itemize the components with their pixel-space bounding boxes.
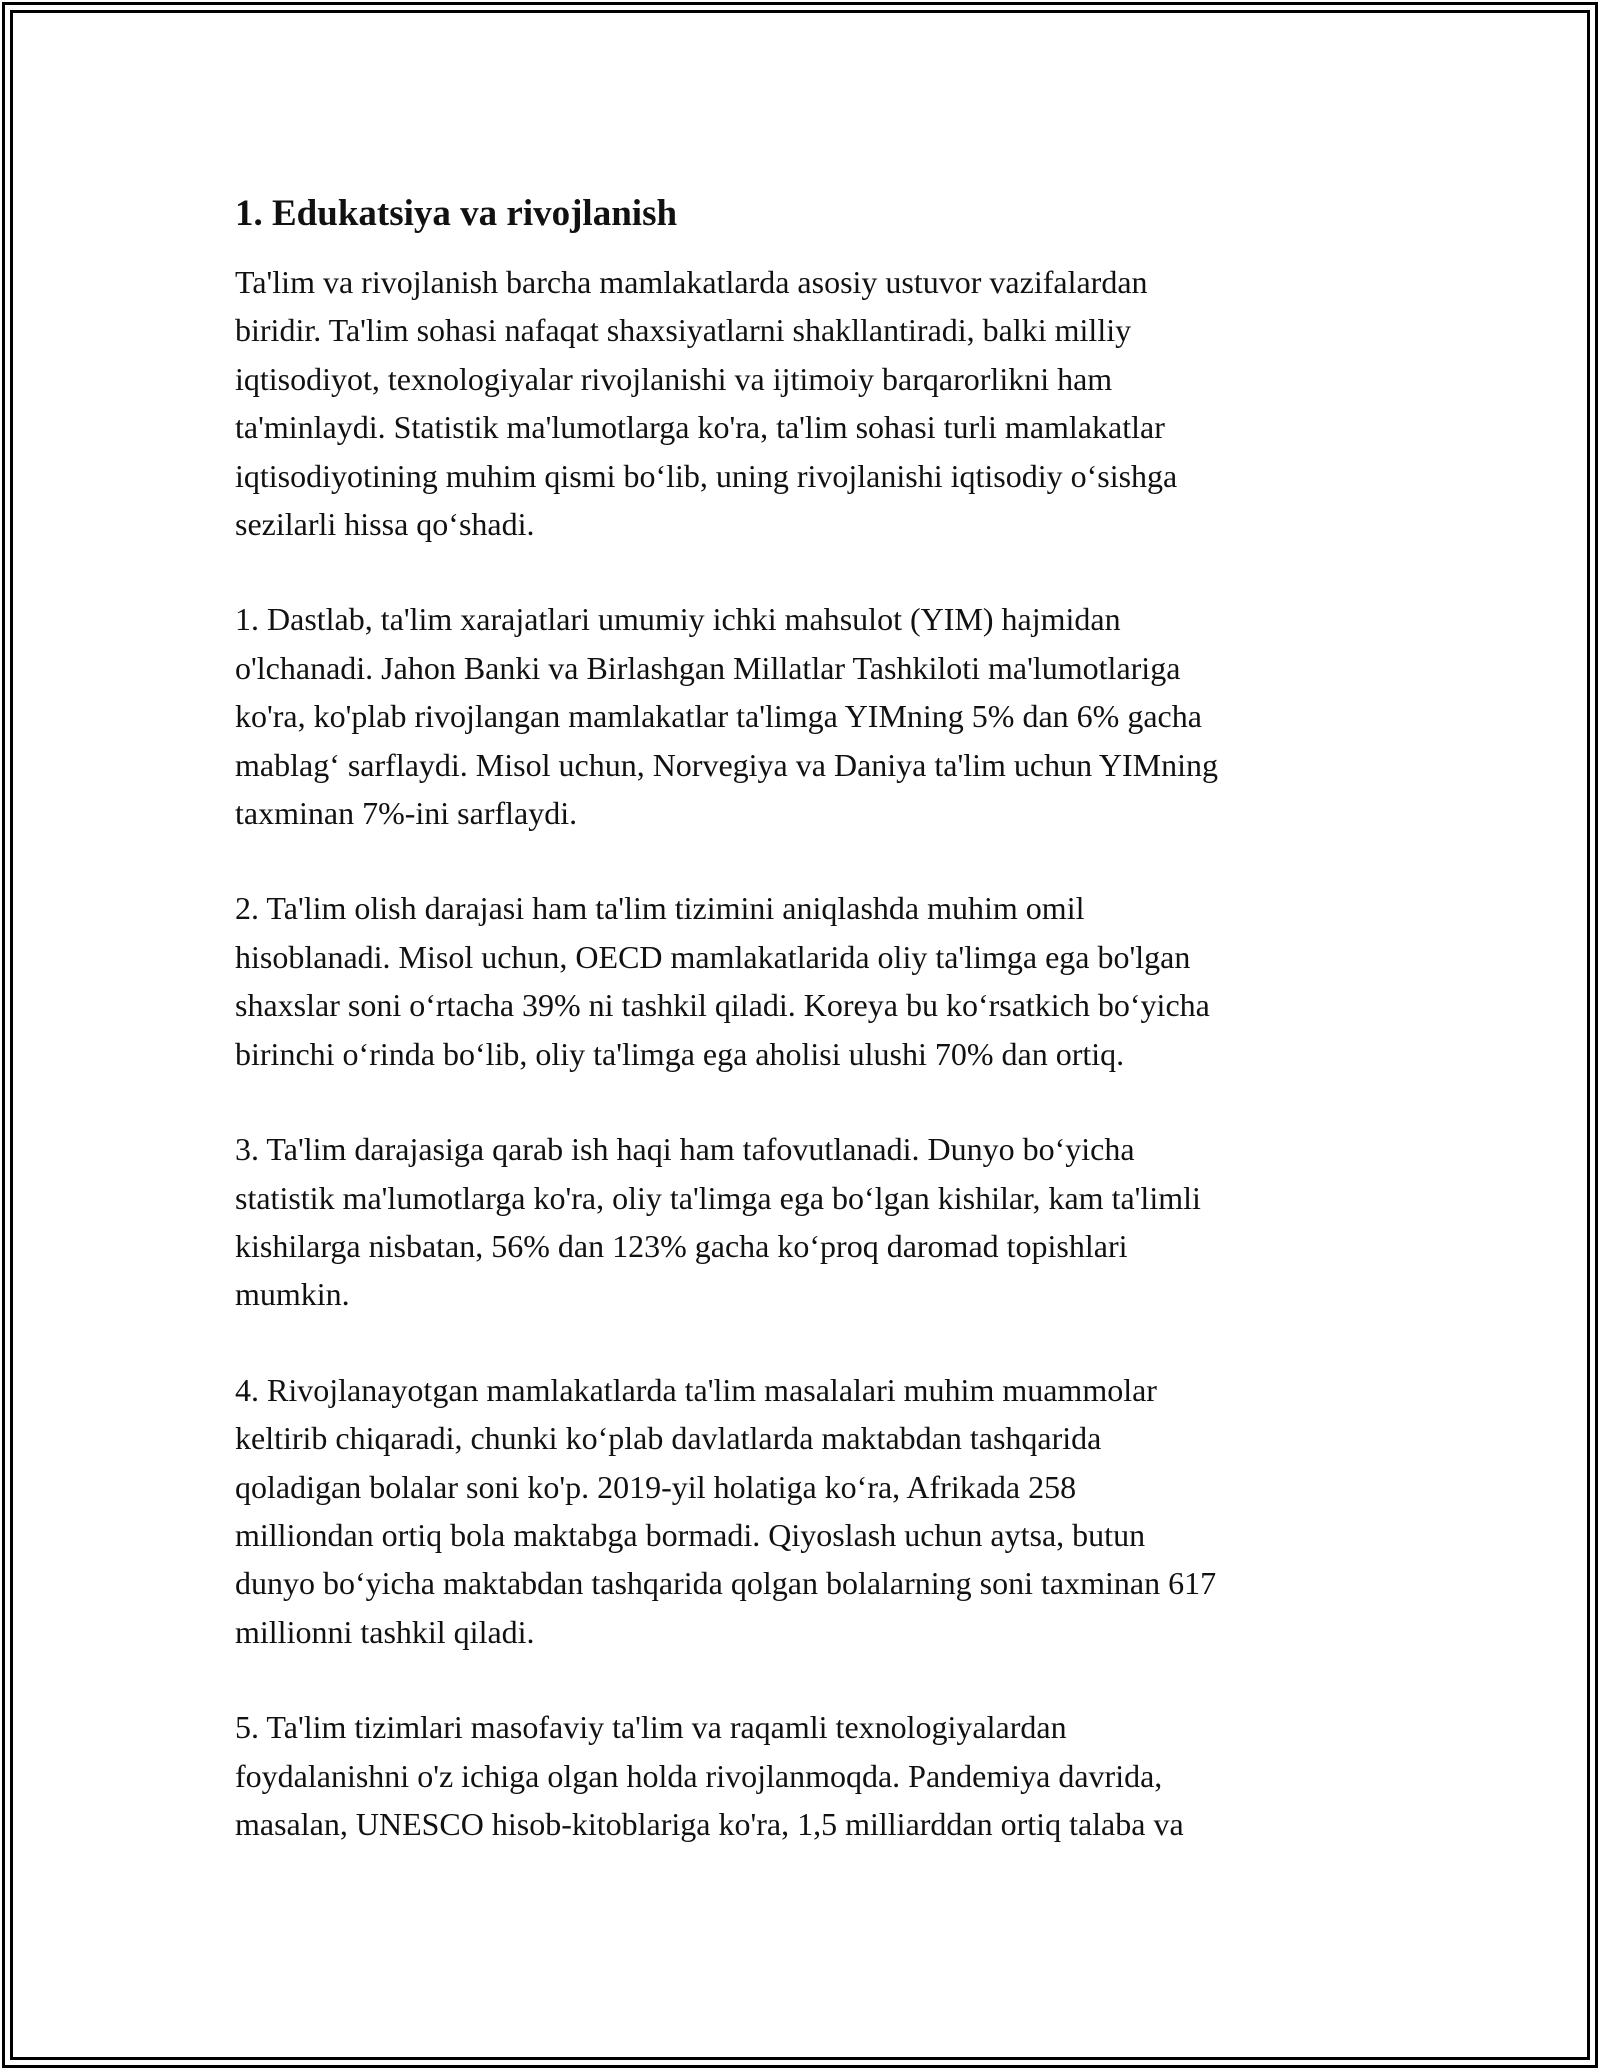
section-title: 1. Edukatsiya va rivojlanish	[235, 193, 678, 234]
list-item-5: 5. Ta'lim tizimlari masofaviy ta'lim va raqamli texnologiyalardan foydalanishni o'z ichiga olgan holda rivojlanmoqda. Pandemiya davrida, masalan, UNESCO hisob-kitoblariga ko'ra, 1,5 milliarddan ortiq talaba va	[235, 1709, 1184, 1842]
document-body	[235, 184, 1370, 1848]
list-item-2: 2. Ta'lim olish darajasi ham ta'lim tizimini aniqlashda muhim omil hisoblanadi. Misol uchun, OECD mamlakatlarida oliy ta'limga ega bo'lgan shaxslar soni oʻrtacha 39% ni tashkil qiladi. Koreya bu koʻrsatkich boʻyicha birinchi oʻrinda boʻlib, oliy ta'limga ega aholisi ulushi 70% dan ortiq.	[235, 890, 1210, 1072]
list-item-3: 3. Ta'lim darajasiga qarab ish haqi ham tafovutlanadi. Dunyo boʻyicha statistik ma'lumotlarga ko'ra, oliy ta'limga ega boʻlgan kishilar, kam ta'limli kishilarga nisbatan, 56% dan 123% gacha koʻproq daromad topishlari mumkin.	[235, 1131, 1201, 1313]
intro-paragraph: Ta'lim va rivojlanish barcha mamlakatlarda asosiy ustuvor vazifalardan biridir. Ta'lim sohasi nafaqat shaxsiyatlarni shakllantiradi, balki milliy iqtisodiyot, texnologiyalar rivojlanishi va ijtimoiy barqarorlikni ham ta'minlaydi. Statistik ma'lumotlarga ko'ra, ta'lim sohasi turli mamlakatlar iqtisodiyotining muhim qismi boʻlib, uning rivojlanishi iqtisodiy oʻsishga sezilarli hissa qoʻshadi.	[235, 264, 1178, 543]
list-item-4: 4. Rivojlanayotgan mamlakatlarda ta'lim masalalari muhim muammolar keltirib chiqaradi, chunki koʻplab davlatlarda maktabdan tashqarida qoladigan bolalar soni ko'p. 2019-yil holatiga koʻra, Afrikada 258 milliondan ortiq bola maktabga bormadi. Qiyoslash uchun aytsa, butun dunyo boʻyicha maktabdan tashqarida qolgan bolalarning soni taxminan 617 millionni tashkil qiladi.	[235, 1371, 1217, 1650]
list-item-1: 1. Dastlab, ta'lim xarajatlari umumiy ichki mahsulot (YIM) hajmidan o'lchanadi. Jahon Banki va Birlashgan Millatlar Tashkiloti ma'lumotlariga ko'ra, ko'plab rivojlangan mamlakatlar ta'limga YIMning 5% dan 6% gacha mablagʻ sarflaydi. Misol uchun, Norvegiya va Daniya ta'lim uchun YIMning taxminan 7%-ini sarflaydi.	[235, 601, 1219, 832]
